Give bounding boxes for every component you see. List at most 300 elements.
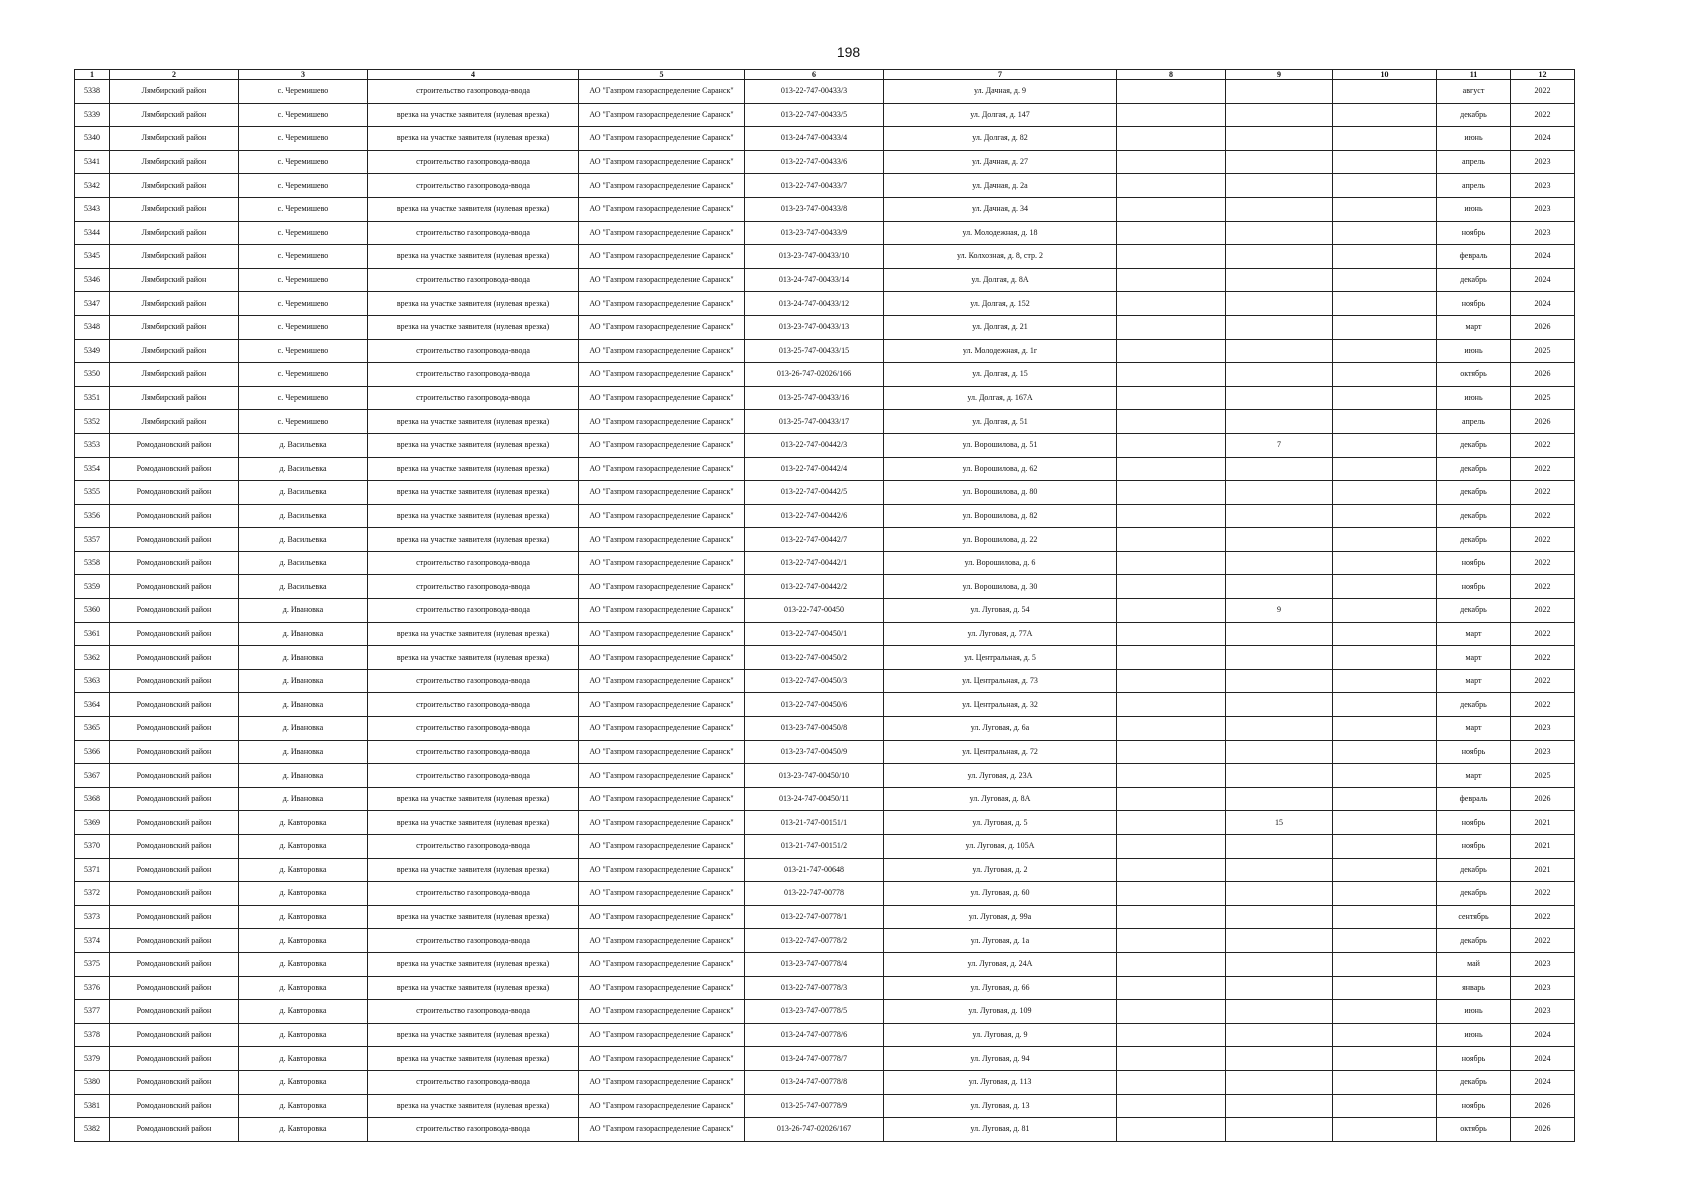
table-cell: с. Черемишево [239,245,368,269]
table-cell: ноябрь [1437,221,1511,245]
table-row [75,929,1575,953]
table-cell [1333,103,1437,127]
table-cell [1333,457,1437,481]
table-cell [1333,599,1437,623]
table-cell [1333,811,1437,835]
table-row [75,174,1575,198]
table-cell [1333,433,1437,457]
table-cell: ул. Луговая, д. 94 [884,1047,1117,1071]
table-cell: 2022 [1511,433,1575,457]
table-cell: февраль [1437,787,1511,811]
table-row [75,504,1575,528]
table-cell: АО "Газпром газораспределение Саранск" [579,292,745,316]
table-cell: 2023 [1511,976,1575,1000]
table-cell: 5367 [75,764,110,788]
table-cell: ул. Луговая, д. 8А [884,787,1117,811]
table-cell: 013-25-747-00433/15 [745,339,884,363]
table-cell: 013-25-747-00433/17 [745,410,884,434]
table-cell: АО "Газпром газораспределение Саранск" [579,858,745,882]
table-cell [1117,1094,1226,1118]
table-cell: июнь [1437,339,1511,363]
table-cell [1333,787,1437,811]
table-cell [1333,882,1437,906]
table-row [75,339,1575,363]
table-cell: с. Черемишево [239,410,368,434]
table-cell: 5377 [75,1000,110,1024]
table-cell: 5365 [75,717,110,741]
table-cell [1117,717,1226,741]
table-cell: строительство газопровода-ввода [368,575,579,599]
table-cell: 2025 [1511,386,1575,410]
table-cell: 5372 [75,882,110,906]
table-cell: 2026 [1511,410,1575,434]
table-cell: Ромодановский район [110,1000,239,1024]
table-cell: врезка на участке заявителя (нулевая врезка) [368,787,579,811]
table-cell: Ромодановский район [110,1023,239,1047]
table-cell [1226,339,1333,363]
table-cell: АО "Газпром газораспределение Саранск" [579,551,745,575]
table-cell: д. Васильевка [239,433,368,457]
table-row [75,1000,1575,1024]
table-cell [1333,339,1437,363]
table-cell: 2023 [1511,952,1575,976]
table-cell: АО "Газпром газораспределение Саранск" [579,905,745,929]
table-cell: д. Васильевка [239,481,368,505]
table-cell: 013-22-747-00778 [745,882,884,906]
table-cell [1333,504,1437,528]
table-cell: март [1437,315,1511,339]
table-cell: АО "Газпром газораспределение Саранск" [579,80,745,104]
table-cell: Лямбирский район [110,80,239,104]
table-cell [1117,929,1226,953]
table-cell: 013-24-747-00433/14 [745,268,884,292]
table-cell: 2023 [1511,717,1575,741]
table-cell: Лямбирский район [110,150,239,174]
table-cell: Ромодановский район [110,787,239,811]
table-cell [1117,693,1226,717]
table-cell: ул. Дачная, д. 34 [884,197,1117,221]
table-cell [1226,363,1333,387]
table-cell: июнь [1437,197,1511,221]
table-cell: ул. Долгая, д. 152 [884,292,1117,316]
table-cell [1226,504,1333,528]
table-cell: врезка на участке заявителя (нулевая врезка) [368,315,579,339]
table-cell: 7 [1226,433,1333,457]
table-cell [1226,80,1333,104]
table-cell: декабрь [1437,457,1511,481]
table-cell: АО "Газпром газораспределение Саранск" [579,740,745,764]
table-cell [1333,1094,1437,1118]
table-cell [1117,551,1226,575]
table-cell: 013-24-747-00433/12 [745,292,884,316]
table-cell: 2024 [1511,245,1575,269]
table-cell [1226,103,1333,127]
table-cell: 2022 [1511,599,1575,623]
table-cell: 5345 [75,245,110,269]
table-cell: 2024 [1511,292,1575,316]
table-cell: 5343 [75,197,110,221]
table-cell: АО "Газпром газораспределение Саранск" [579,150,745,174]
table-cell: 2022 [1511,622,1575,646]
table-cell: ноябрь [1437,1047,1511,1071]
table-row [75,858,1575,882]
table-cell: ноябрь [1437,1094,1511,1118]
table-cell [1226,835,1333,859]
table-cell: Ромодановский район [110,858,239,882]
table-cell: Лямбирский район [110,339,239,363]
table-cell [1226,551,1333,575]
table-cell: ул. Молодежная, д. 18 [884,221,1117,245]
table-cell [1117,1023,1226,1047]
table-cell: строительство газопровода-ввода [368,693,579,717]
table-cell: Ромодановский район [110,882,239,906]
table-cell: врезка на участке заявителя (нулевая врезка) [368,504,579,528]
table-cell: строительство газопровода-ввода [368,835,579,859]
table-cell: 2022 [1511,551,1575,575]
table-cell: 5369 [75,811,110,835]
table-row [75,127,1575,151]
table-cell [1226,717,1333,741]
table-cell [1117,528,1226,552]
table-cell: Ромодановский район [110,952,239,976]
table-cell: 2023 [1511,1000,1575,1024]
table-cell [1333,197,1437,221]
table-cell: д. Васильевка [239,528,368,552]
table-cell: АО "Газпром газораспределение Саранск" [579,764,745,788]
table-cell [1333,858,1437,882]
table-cell: ул. Молодежная, д. 1г [884,339,1117,363]
table-cell: Ромодановский район [110,764,239,788]
table-cell: декабрь [1437,882,1511,906]
table-cell: декабрь [1437,433,1511,457]
table-cell: АО "Газпром газораспределение Саранск" [579,457,745,481]
table-cell: 2022 [1511,882,1575,906]
table-cell: Ромодановский район [110,457,239,481]
table-cell [1333,952,1437,976]
table-cell [1226,528,1333,552]
table-cell: апрель [1437,150,1511,174]
table-cell: строительство газопровода-ввода [368,740,579,764]
table-cell: 5363 [75,669,110,693]
table-cell: АО "Газпром газораспределение Саранск" [579,952,745,976]
table-row [75,150,1575,174]
table-cell: АО "Газпром газораспределение Саранск" [579,929,745,953]
table-row [75,457,1575,481]
table-cell: 013-22-747-00450/2 [745,646,884,670]
table-cell: ул. Долгая, д. 51 [884,410,1117,434]
table-cell: ул. Луговая, д. 77А [884,622,1117,646]
table-row [75,386,1575,410]
table-cell: 013-22-747-00778/3 [745,976,884,1000]
table-cell [1226,740,1333,764]
table-cell: с. Черемишево [239,150,368,174]
table-cell [1117,976,1226,1000]
table-cell: Ромодановский район [110,835,239,859]
table-cell [1226,245,1333,269]
table-cell: врезка на участке заявителя (нулевая врезка) [368,292,579,316]
table-cell: АО "Газпром газораспределение Саранск" [579,599,745,623]
table-cell: врезка на участке заявителя (нулевая врезка) [368,103,579,127]
table-cell: врезка на участке заявителя (нулевая врезка) [368,433,579,457]
table-cell [1117,292,1226,316]
table-cell: 013-22-747-00442/3 [745,433,884,457]
table-cell: 5364 [75,693,110,717]
table-cell: 5381 [75,1094,110,1118]
table-cell: врезка на участке заявителя (нулевая врезка) [368,410,579,434]
table-cell: 5348 [75,315,110,339]
table-cell: ул. Луговая, д. 54 [884,599,1117,623]
table-cell [1117,386,1226,410]
table-cell: д. Ивановка [239,693,368,717]
table-cell: 2025 [1511,339,1575,363]
table-cell [1117,575,1226,599]
table-cell: 5353 [75,433,110,457]
table-cell: Ромодановский район [110,1118,239,1142]
table-cell: 5355 [75,481,110,505]
table-cell: 013-23-747-00450/10 [745,764,884,788]
table-cell: ул. Ворошилова, д. 51 [884,433,1117,457]
table-cell: 013-22-747-00442/6 [745,504,884,528]
table-cell [1226,127,1333,151]
table-body [75,80,1575,1142]
table-cell: ул. Ворошилова, д. 62 [884,457,1117,481]
table-cell: 2022 [1511,929,1575,953]
table-cell: д. Ивановка [239,669,368,693]
table-cell: ул. Ворошилова, д. 80 [884,481,1117,505]
table-cell [1333,1070,1437,1094]
table-cell: 013-22-747-00433/5 [745,103,884,127]
table-cell: апрель [1437,174,1511,198]
column-header: 1 [75,70,110,80]
page-number: 198 [836,44,861,60]
table-cell [1333,150,1437,174]
table-cell: 013-21-747-00151/1 [745,811,884,835]
table-cell: ул. Луговая, д. 113 [884,1070,1117,1094]
table-cell [1333,292,1437,316]
table-cell [1226,481,1333,505]
table-cell: строительство газопровода-ввода [368,221,579,245]
table-cell [1117,221,1226,245]
table-cell: д. Кавторовка [239,905,368,929]
table-cell: врезка на участке заявителя (нулевая врезка) [368,528,579,552]
table-cell: 013-23-747-00433/8 [745,197,884,221]
table-cell: Ромодановский район [110,599,239,623]
table-cell: 2022 [1511,905,1575,929]
table-cell [1226,1094,1333,1118]
table-cell: 2026 [1511,787,1575,811]
table-cell: Ромодановский район [110,622,239,646]
table-cell: октябрь [1437,363,1511,387]
table-cell: АО "Газпром газораспределение Саранск" [579,717,745,741]
table-cell: Ромодановский район [110,1047,239,1071]
table-row [75,976,1575,1000]
column-header: 9 [1226,70,1333,80]
table-cell: 5360 [75,599,110,623]
table-cell: ноябрь [1437,551,1511,575]
table-cell: д. Кавторовка [239,1000,368,1024]
table-row [75,740,1575,764]
table-cell [1333,693,1437,717]
table-cell: ул. Долгая, д. 147 [884,103,1117,127]
table-cell: 013-24-747-00450/11 [745,787,884,811]
table-cell: 5366 [75,740,110,764]
table-cell: 013-23-747-00433/9 [745,221,884,245]
table-cell [1226,221,1333,245]
table-cell: 2025 [1511,764,1575,788]
table-cell: ул. Центральная, д. 72 [884,740,1117,764]
table-cell [1333,174,1437,198]
table-cell: врезка на участке заявителя (нулевая врезка) [368,811,579,835]
table-cell: 013-23-747-00778/4 [745,952,884,976]
table-cell: ул. Ворошилова, д. 22 [884,528,1117,552]
table-cell: 013-24-747-00778/8 [745,1070,884,1094]
table-cell [1226,292,1333,316]
table-cell: 2022 [1511,575,1575,599]
column-header: 8 [1117,70,1226,80]
table-cell: АО "Газпром газораспределение Саранск" [579,127,745,151]
table-cell: ул. Луговая, д. 23А [884,764,1117,788]
table-cell: 5351 [75,386,110,410]
table-cell: врезка на участке заявителя (нулевая врезка) [368,858,579,882]
table-cell: 013-23-747-00450/8 [745,717,884,741]
table-row [75,221,1575,245]
table-cell: АО "Газпром газораспределение Саранск" [579,787,745,811]
table-cell: 013-23-747-00433/10 [745,245,884,269]
table-cell: декабрь [1437,693,1511,717]
table-cell: март [1437,717,1511,741]
table-cell [1333,622,1437,646]
table-cell: 013-22-747-00450/3 [745,669,884,693]
table-cell: строительство газопровода-ввода [368,150,579,174]
table-cell: д. Васильевка [239,457,368,481]
table-cell: 013-22-747-00442/4 [745,457,884,481]
table-cell: 15 [1226,811,1333,835]
table-cell [1117,835,1226,859]
table-cell: 5350 [75,363,110,387]
table-cell [1117,764,1226,788]
table-cell [1333,669,1437,693]
table-cell: 013-22-747-00442/5 [745,481,884,505]
table-cell: Ромодановский район [110,740,239,764]
table-cell: Ромодановский район [110,693,239,717]
table-row [75,1070,1575,1094]
table-cell: д. Кавторовка [239,929,368,953]
table-cell: АО "Газпром газораспределение Саранск" [579,835,745,859]
table-cell: 013-25-747-00433/16 [745,386,884,410]
table-cell: врезка на участке заявителя (нулевая врезка) [368,1023,579,1047]
table-cell: 013-22-747-00433/7 [745,174,884,198]
table-cell: ул. Долгая, д. 15 [884,363,1117,387]
table-cell: 013-22-747-00450/6 [745,693,884,717]
table-cell [1226,622,1333,646]
table-cell: ул. Луговая, д. 9 [884,1023,1117,1047]
table-cell: ноябрь [1437,740,1511,764]
table-cell: ул. Ворошилова, д. 6 [884,551,1117,575]
table-cell: ул. Долгая, д. 167А [884,386,1117,410]
table-cell: июнь [1437,1023,1511,1047]
table-row [75,433,1575,457]
table-cell: врезка на участке заявителя (нулевая врезка) [368,646,579,670]
table-cell: Ромодановский район [110,905,239,929]
table-row [75,693,1575,717]
table-row [75,481,1575,505]
table-cell: д. Ивановка [239,717,368,741]
table-cell: март [1437,669,1511,693]
table-cell: врезка на участке заявителя (нулевая врезка) [368,1047,579,1071]
table-cell [1333,646,1437,670]
table-cell [1333,575,1437,599]
table-cell [1333,80,1437,104]
table-cell: д. Ивановка [239,646,368,670]
table-row [75,575,1575,599]
table-cell: 5362 [75,646,110,670]
table-cell [1117,363,1226,387]
table-cell: Лямбирский район [110,268,239,292]
table-row [75,80,1575,104]
table-cell: с. Черемишево [239,127,368,151]
table-cell: Лямбирский район [110,221,239,245]
table-cell [1117,1118,1226,1142]
table-cell [1117,433,1226,457]
table-cell: д. Кавторовка [239,811,368,835]
table-cell [1333,740,1437,764]
table-cell [1226,858,1333,882]
table-row [75,410,1575,434]
table-cell: ул. Луговая, д. 24А [884,952,1117,976]
table-cell: 5356 [75,504,110,528]
table-cell: Ромодановский район [110,717,239,741]
table-cell: 013-22-747-00450 [745,599,884,623]
table-cell: АО "Газпром газораспределение Саранск" [579,1000,745,1024]
table-cell [1117,1070,1226,1094]
table-cell [1117,127,1226,151]
table-cell: врезка на участке заявителя (нулевая врезка) [368,127,579,151]
table-cell: 5379 [75,1047,110,1071]
table-cell: врезка на участке заявителя (нулевая врезка) [368,457,579,481]
table-cell [1117,740,1226,764]
table-cell [1117,622,1226,646]
table-cell [1333,245,1437,269]
table-cell: 5373 [75,905,110,929]
table-cell: 2023 [1511,197,1575,221]
table-cell: 5358 [75,551,110,575]
table-row [75,669,1575,693]
table-cell [1333,1000,1437,1024]
table-cell: д. Кавторовка [239,835,368,859]
table-cell [1117,268,1226,292]
table-row [75,197,1575,221]
table-cell [1226,976,1333,1000]
table-cell: АО "Газпром газораспределение Саранск" [579,811,745,835]
table-cell: ул. Ворошилова, д. 82 [884,504,1117,528]
table-cell: 5354 [75,457,110,481]
table-cell [1117,339,1226,363]
table-cell: АО "Газпром газораспределение Саранск" [579,268,745,292]
table-cell [1226,1118,1333,1142]
table-cell [1117,905,1226,929]
table-cell [1333,481,1437,505]
table-cell: ноябрь [1437,835,1511,859]
table-cell: с. Черемишево [239,363,368,387]
table-cell: ул. Ворошилова, д. 30 [884,575,1117,599]
table-cell: с. Черемишево [239,197,368,221]
table-cell: д. Кавторовка [239,1023,368,1047]
table-cell: ул. Луговая, д. 109 [884,1000,1117,1024]
table-cell: Лямбирский район [110,245,239,269]
table-cell [1333,976,1437,1000]
table-cell: 2021 [1511,858,1575,882]
table-cell: октябрь [1437,1118,1511,1142]
